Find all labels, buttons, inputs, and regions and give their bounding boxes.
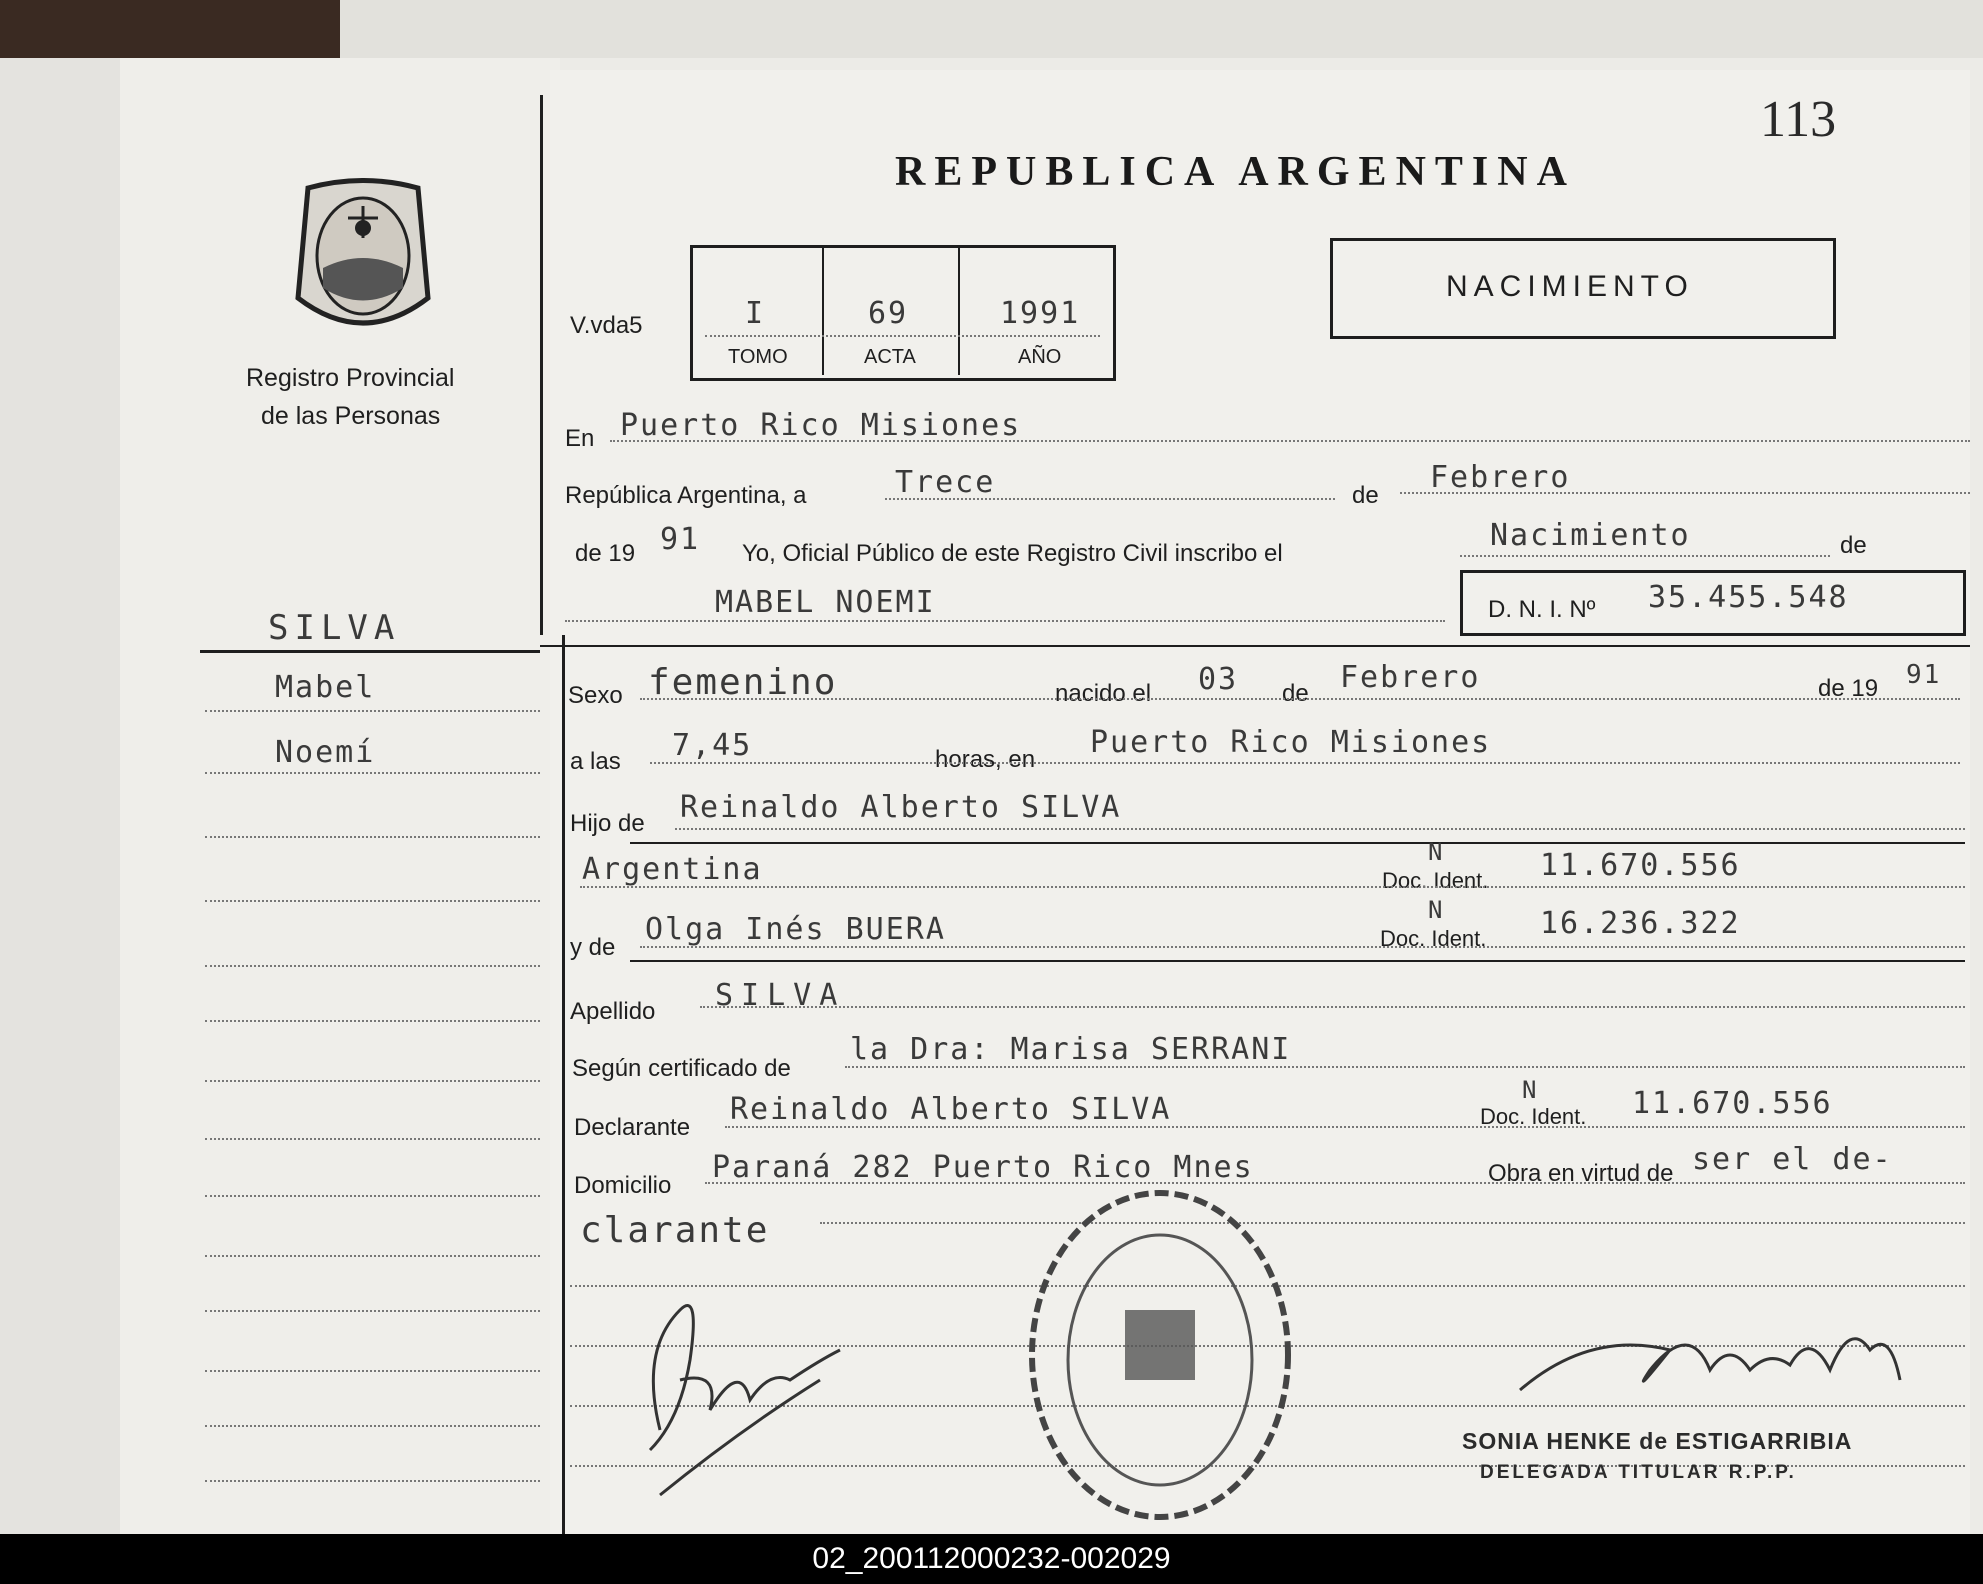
record-type: NACIMIENTO <box>1446 270 1694 303</box>
register-anio: 1991 <box>1000 296 1081 331</box>
padre-rule <box>630 842 1965 844</box>
label-apellido: Apellido <box>570 998 656 1025</box>
value-obra: ser el de- <box>1692 1142 1893 1177</box>
register-prefix: V.vda5 <box>570 312 643 339</box>
value-place: Puerto Rico Misiones <box>620 408 1022 443</box>
value-declarante-doc: 11.670.556 <box>1632 1086 1833 1121</box>
label-hijo: Hijo de <box>570 810 645 837</box>
value-padre-nac: Argentina <box>582 852 763 887</box>
label-obra: Obra en virtud de <box>1488 1160 1674 1187</box>
value-acto: Nacimiento <box>1490 518 1691 553</box>
value-doc-n-madre: N <box>1428 896 1445 924</box>
line-domicilio <box>705 1182 1965 1184</box>
label-certificado: Según certificado de <box>572 1055 791 1082</box>
label-republica: República Argentina, a <box>565 482 807 509</box>
value-madre-doc: 16.236.322 <box>1540 906 1741 941</box>
line-day <box>885 498 1335 500</box>
left-page-edge <box>0 58 122 1534</box>
label-birth-de: de <box>1282 680 1309 707</box>
value-sexo: femenino <box>648 662 838 703</box>
line-a-las <box>650 762 1960 764</box>
stub-line <box>205 1255 540 1257</box>
value-doc-n: N <box>1428 838 1445 866</box>
officer-name: SONIA HENKE de ESTIGARRIBIA <box>1462 1428 1853 1454</box>
officer-signature-icon <box>1510 1310 1910 1420</box>
value-obra2: clarante <box>580 1210 770 1251</box>
value-birth-place: Puerto Rico Misiones <box>1090 725 1492 760</box>
divider-upper <box>540 95 543 635</box>
line-en <box>610 440 1970 442</box>
register-acta: 69 <box>868 296 909 331</box>
value-month: Febrero <box>1430 460 1571 495</box>
register-tomo-label: TOMO <box>728 346 788 368</box>
stub-line <box>205 1080 540 1082</box>
registry-line2: de las Personas <box>261 402 441 430</box>
line-sexo <box>640 698 1960 700</box>
stub-line <box>205 772 540 774</box>
value-apellido: SILVA <box>715 978 846 1013</box>
register-acta-label: ACTA <box>864 346 916 368</box>
line-apellido <box>700 1006 1965 1008</box>
line-padre-doc <box>580 886 1965 888</box>
officer-title: DELEGADA TITULAR R.P.P. <box>1480 1462 1797 1483</box>
value-padre-doc: 11.670.556 <box>1540 848 1741 883</box>
value-birth-year: 91 <box>1906 660 1942 690</box>
stub-line <box>205 1370 540 1372</box>
line-acto <box>1460 555 1830 557</box>
official-stamp-icon <box>1020 1180 1300 1535</box>
stub-line <box>205 1138 540 1140</box>
page-number: 113 <box>1760 91 1837 148</box>
label-en: En <box>565 425 595 452</box>
label-birth-year: de 19 <box>1818 675 1879 702</box>
label-de: de <box>1352 482 1379 509</box>
value-birth-month: Febrero <box>1340 660 1481 695</box>
label-y-de: y de <box>570 934 616 961</box>
value-year: 91 <box>660 522 701 557</box>
label-sexo: Sexo <box>568 682 623 709</box>
stub-line <box>205 836 540 838</box>
value-certificado: la Dra: Marisa SERRANI <box>850 1032 1292 1067</box>
stub-line <box>205 900 540 902</box>
label-declarante: Declarante <box>574 1114 691 1141</box>
stub-surname: SILVA <box>268 608 401 648</box>
label-horas-en: horas, en <box>935 746 1036 773</box>
stub-line <box>205 710 540 712</box>
registry-line1: Registro Provincial <box>246 364 455 392</box>
register-divider <box>958 248 960 375</box>
line-month <box>1400 492 1970 494</box>
divider-lower <box>562 635 565 1534</box>
line-obra2 <box>820 1222 1965 1224</box>
stub-line <box>205 1195 540 1197</box>
section-rule <box>540 645 1970 647</box>
register-tomo: I <box>745 296 766 331</box>
label-domicilio: Domicilio <box>574 1172 672 1199</box>
background-corner <box>0 0 360 62</box>
label-nacido: nacido el <box>1055 680 1152 707</box>
value-madre: Olga Inés BUERA <box>645 912 946 947</box>
label-doc-madre: Doc. Ident. <box>1380 926 1487 951</box>
value-birth-day: 03 <box>1198 662 1239 697</box>
line-nombre <box>565 620 1445 622</box>
register-divider <box>822 248 824 375</box>
image-id-footer: 02_200112000232-002029 <box>0 1534 1983 1584</box>
stub-surname-rule <box>200 650 540 653</box>
line-padre <box>675 828 1965 830</box>
stub-line <box>205 1425 540 1427</box>
line-madre <box>640 946 1965 948</box>
label-doc-declarante: Doc. Ident. <box>1480 1104 1587 1129</box>
value-hora: 7,45 <box>672 728 753 763</box>
misiones-seal-icon <box>288 178 438 343</box>
stub-line <box>205 1480 540 1482</box>
stub-line <box>205 965 540 967</box>
stub-line <box>205 1020 540 1022</box>
value-day: Trece <box>895 465 996 500</box>
declarante-signature-icon <box>620 1270 860 1500</box>
label-a-las: a las <box>570 748 621 775</box>
value-padre: Reinaldo Alberto SILVA <box>680 790 1122 825</box>
value-dni: 35.455.548 <box>1648 580 1849 615</box>
label-doc: Doc. Ident. <box>1382 868 1489 893</box>
line-declarante <box>725 1126 1965 1128</box>
page-title: REPUBLICA ARGENTINA <box>895 149 1576 195</box>
value-domicilio: Paraná 282 Puerto Rico Mnes <box>712 1150 1254 1185</box>
label-dni: D. N. I. Nº <box>1488 596 1596 623</box>
label-oficial: Yo, Oficial Público de este Registro Civil inscribo el <box>742 540 1283 567</box>
label-de2: de <box>1840 532 1867 559</box>
register-line <box>705 335 1100 337</box>
line-certificado <box>845 1066 1965 1068</box>
stub-name1: Mabel <box>275 670 376 705</box>
madre-rule <box>630 960 1965 962</box>
stub-name2: Noemí <box>275 735 376 770</box>
label-year: de 19 <box>575 540 636 567</box>
value-doc-n-declarante: N <box>1522 1076 1539 1104</box>
stub-line <box>205 1310 540 1312</box>
register-anio-label: AÑO <box>1018 346 1062 368</box>
value-declarante: Reinaldo Alberto SILVA <box>730 1092 1172 1127</box>
value-nombre: MABEL NOEMI <box>715 585 936 620</box>
